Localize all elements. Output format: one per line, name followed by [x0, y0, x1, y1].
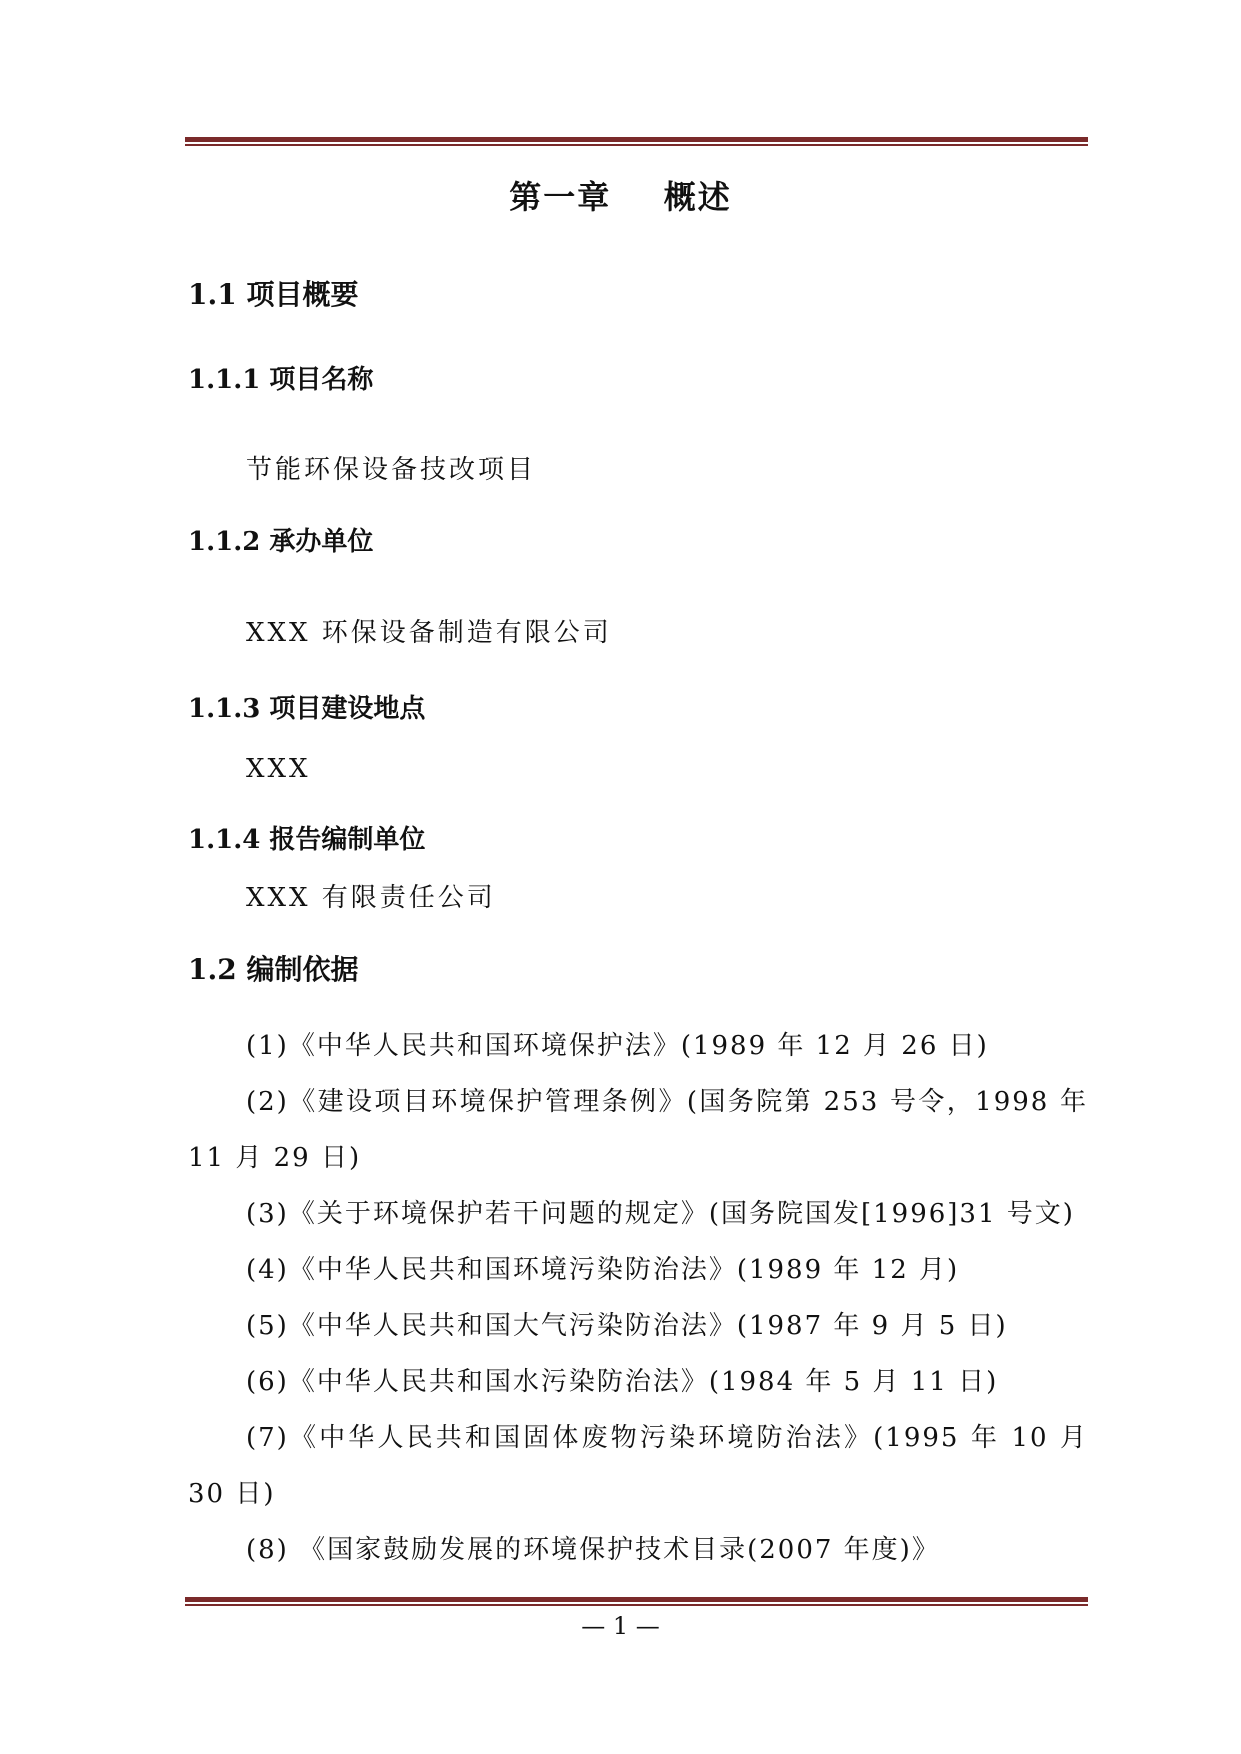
header-rule [185, 137, 1088, 146]
heading-construction-site: 1.1.3 项目建设地点 [188, 694, 426, 724]
heading-undertaking-unit: 1.1.2 承办单位 [188, 527, 374, 557]
footer-rule [185, 1597, 1088, 1606]
heading-report-preparer: 1.1.4 报告编制单位 [188, 825, 426, 855]
construction-site-text: XXX [246, 754, 311, 784]
header-rule-thick [185, 137, 1088, 142]
heading-project-overview: 1.1 项目概要 [188, 278, 359, 311]
footer-rule-thick [185, 1597, 1088, 1602]
heading-basis: 1.2 编制依据 [188, 953, 359, 986]
chapter-title: 第一章 概述 [509, 178, 732, 216]
footer-rule-thin [185, 1604, 1088, 1606]
reference-item-3: (3)《关于环境保护若干问题的规定》(国务院国发[1996]31 号文) [246, 1199, 1075, 1229]
reference-item-5: (5)《中华人民共和国大气污染防治法》(1987 年 9 月 5 日) [246, 1311, 1008, 1341]
heading-project-name: 1.1.1 项目名称 [188, 365, 374, 395]
reference-item-8: (8) 《国家鼓励发展的环境保护技术目录(2007 年度)》 [246, 1535, 940, 1565]
reference-item-6: (6)《中华人民共和国水污染防治法》(1984 年 5 月 11 日) [246, 1367, 999, 1397]
project-name-text: 节能环保设备技改项目 [246, 455, 537, 485]
reference-item-7: (7)《中华人民共和国固体废物污染环境防治法》(1995 年 10 月 30 日) [188, 1423, 1088, 1509]
reference-item-1: (1)《中华人民共和国环境保护法》(1989 年 12 月 26 日) [246, 1031, 989, 1061]
reference-item-4: (4)《中华人民共和国环境污染防治法》(1989 年 12 月) [246, 1255, 960, 1285]
reference-list [188, 1018, 1088, 1578]
undertaking-unit-text: XXX 环保设备制造有限公司 [246, 618, 612, 648]
report-preparer-text: XXX 有限责任公司 [246, 883, 496, 913]
page-number: — 1 — [581, 1612, 660, 1640]
header-rule-thin [185, 144, 1088, 146]
reference-item-2: (2)《建设项目环境保护管理条例》(国务院第 253 号令，1998 年 11 月 29 日) [188, 1087, 1088, 1173]
